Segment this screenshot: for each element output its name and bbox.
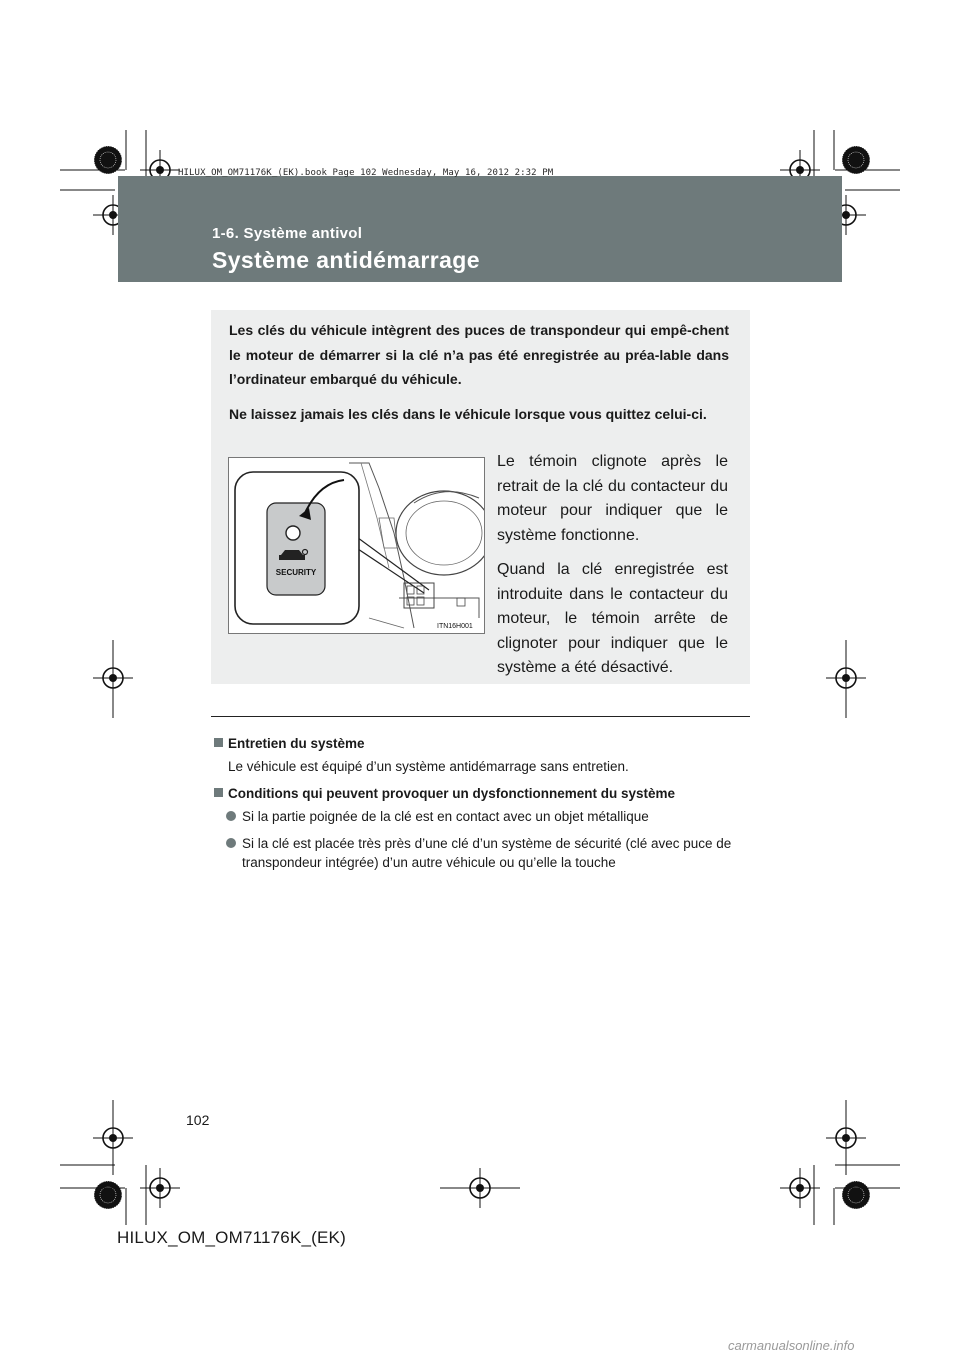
list-item-text: Si la clé est placée très près d’une clé d’un système de sécurité (clé avec puce de transpondeur intégrée) d’un autre véhicule ou qu’elle la touche [242, 836, 732, 870]
indicator-text-2: Quand la clé enregistrée est introduite dans le contacteur du moteur, le témoin arrête de clignoter pour indiquer que le système a été désactivé. [497, 561, 728, 676]
page-title: Système antidémarrage [212, 247, 480, 273]
body-sections [214, 736, 754, 880]
maintenance-heading [214, 736, 754, 751]
file-stamp: HILUX_OM_OM71176K_(EK).book Page 102 Wednesday, May 16, 2012 2:32 PM [178, 168, 554, 178]
security-button-label: SECURITY [275, 568, 317, 577]
square-bullet-icon [214, 738, 223, 747]
circle-bullet-icon [226, 811, 236, 821]
watermark: carmanualsonline.info [728, 1338, 855, 1353]
dashboard-illustration [229, 458, 484, 633]
conditions-heading [214, 786, 754, 801]
security-indicator-figure [228, 457, 485, 634]
figure-code: ITN16H001 [437, 623, 473, 630]
conditions-heading-text: Conditions qui peuvent provoquer un dysfonctionnement du système [228, 786, 676, 801]
intro-paragraph: Les clés du véhicule intègrent des puces de transpondeur qui empê-chent le moteur de démarrer si la clé n’a pas été enregistrée au préa-lable dans l’ordinateur embarqué du véhicule. [229, 322, 729, 387]
page-number: 102 [186, 1112, 210, 1128]
indicator-description [497, 450, 728, 691]
indicator-text-1: Le témoin clignote après le retrait de la clé du contacteur du moteur pour indiquer que le système fonctionne. [497, 453, 728, 544]
list-item [226, 807, 754, 826]
section-divider [211, 716, 750, 717]
intro-text [229, 318, 729, 436]
list-item-text: Si la partie poignée de la clé est en contact avec un objet métallique [242, 809, 649, 824]
list-item [226, 834, 754, 872]
square-bullet-icon [214, 788, 223, 797]
intro-warning: Ne laissez jamais les clés dans le véhicule lorsque vous quittez celui-ci. [229, 405, 707, 422]
document-code: HILUX_OM_OM71176K_(EK) [117, 1228, 346, 1247]
maintenance-text: Le véhicule est équipé d’un système antidémarrage sans entretien. [228, 759, 629, 774]
circle-bullet-icon [226, 838, 236, 848]
maintenance-heading-text: Entretien du système [228, 736, 365, 751]
section-label: 1-6. Système antivol [212, 225, 363, 242]
